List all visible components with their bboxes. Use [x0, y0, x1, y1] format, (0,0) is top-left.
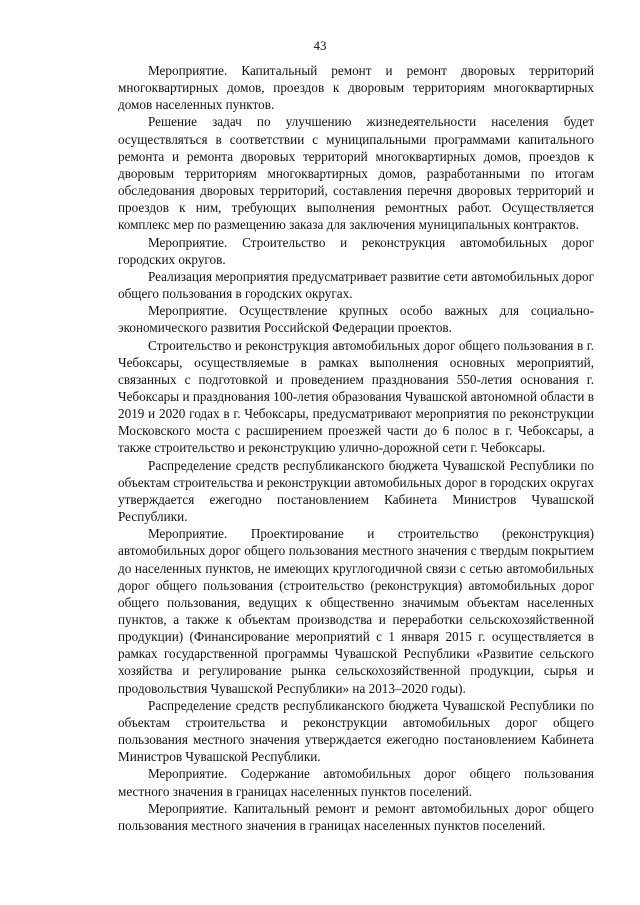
paragraph: Мероприятие. Капитальный ремонт и ремонт автомобильных дорог общего пользования местного значения в границах населенных пунктов поселений. — [118, 800, 594, 833]
paragraph: Решение задач по улучшению жизнедеятельности населения будет осуществляться в соответствии с муниципальными программами капитального ремонта и ремонта дворовых территорий многоквартирных домов, проездов к дворовым территориям многоквартирных домов, разработанными по итогам обследования дворовых территорий, составления перечня дворовых территорий и проездов к ним, требующих выполнения ремонтных работ. Осуществляется комплекс мер по размещению заказа для заключения муниципальных контрактов. — [118, 114, 594, 233]
paragraph: Мероприятие. Содержание автомобильных дорог общего пользования местного значения в границах населенных пунктов поселений. — [118, 766, 594, 799]
paragraph: Мероприятие. Строительство и реконструкция автомобильных дорог городских округов. — [118, 234, 594, 267]
paragraph: Мероприятие. Капитальный ремонт и ремонт дворовых территорий многоквартирных домов, проездов к дворовым территориям многоквартирных домов населенных пунктов. — [118, 63, 594, 113]
paragraph: Мероприятие. Осуществление крупных особо важных для социально-экономического развития Российской Федерации проектов. — [118, 303, 594, 336]
paragraph: Мероприятие. Проектирование и строительство (реконструкция) автомобильных дорог общего пользования местного значения с твердым покрытием до населенных пунктов, не имеющих круглогодичной связи с сетью автомобильных дорог общего пользования (строительство (реконструкция) автомобильных дорог общего пользования, ведущих к общественно значимым объектам населенных пунктов, а также к объектам производства и переработки сельскохозяйственной продукции) (Финансирование мероприятий с 1 января 2015 г. осуществляется в рамках государственной программы Чувашской Республики «Развитие сельского хозяйства и регулирование рынка сельскохозяйственной продукции, сырья и продовольствия Чувашской Республики» на 2013–2020 годы). — [118, 526, 594, 696]
body-text — [118, 62, 594, 834]
page-number: 43 — [313, 38, 327, 53]
paragraph: Распределение средств республиканского бюджета Чувашской Республики по объектам строительства и реконструкции автомобильных дорог в городских округах утверждается ежегодно постановлением Кабинета Министров Чувашской Республики. — [118, 457, 594, 525]
paragraph: Реализация мероприятия предусматривает развитие сети автомобильных дорог общего пользования в городских округах. — [118, 268, 594, 302]
paragraph: Строительство и реконструкция автомобильных дорог общего пользования в г. Чебоксары, осуществляемые в рамках выполнения основных мероприятий, связанных с подготовкой и проведением празднования 550-летия основания г. Чебоксары и празднования 100-летия образования Чувашской автономной области в 2019 и 2020 годах в г. Чебоксары, предусматривают мероприятия по реконструкции Московского моста с расширением проезжей части до 6 полос в г. Чебоксары, а также строительство и реконструкцию улично-дорожной сети г. Чебоксары. — [118, 337, 594, 456]
paragraph: Распределение средств республиканского бюджета Чувашской Республики по объектам строительства и реконструкции автомобильных дорог общего пользования местного значения утверждается ежегодно постановлением Кабинета Министров Чувашской Республики. — [118, 697, 594, 765]
